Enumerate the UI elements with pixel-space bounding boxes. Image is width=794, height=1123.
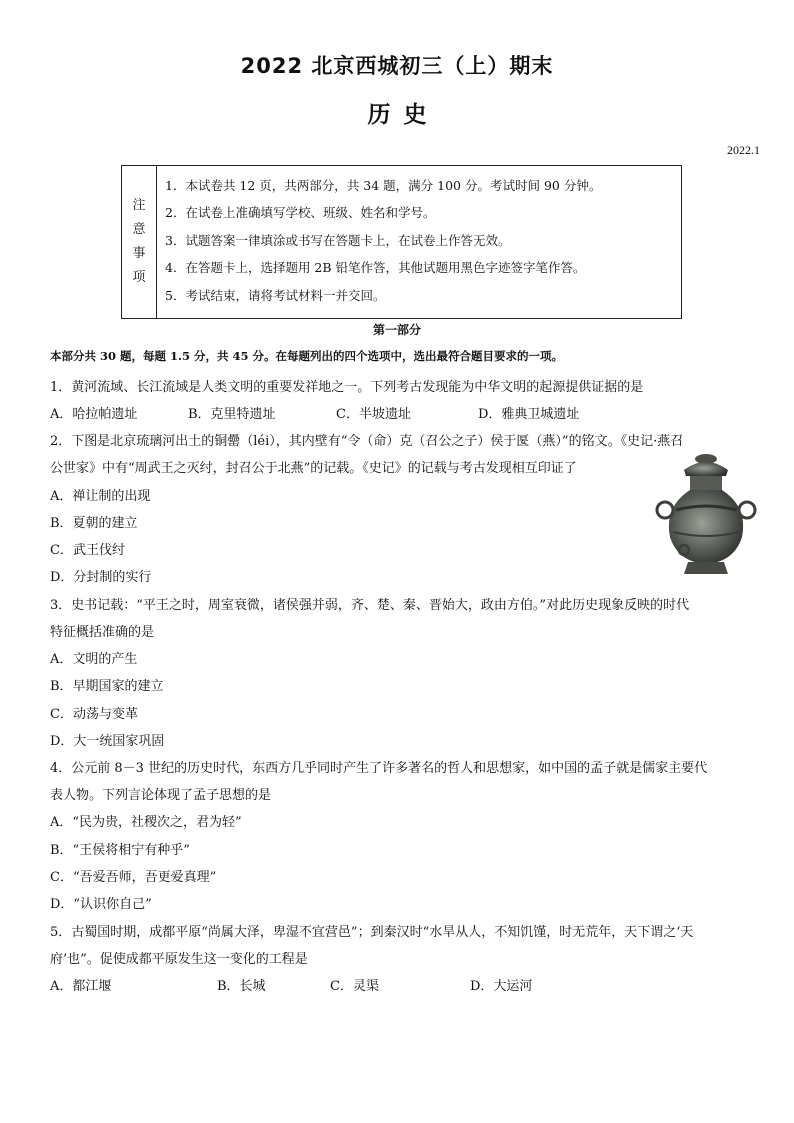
question-5-stem-line2: 府’也”。促使成都平原发生这一变化的工程是 xyxy=(50,952,308,967)
option-b: B．长城 xyxy=(217,979,266,994)
subject-char: 史 xyxy=(403,102,427,128)
notice-label-char: 项 xyxy=(132,270,146,285)
part-title: 第一部分 xyxy=(372,323,421,337)
question-4-option-a: A．“民为贵，社稷次之，君为轻” xyxy=(50,815,242,830)
notice-label-char: 注 xyxy=(132,198,146,213)
question-2-option-c: C．武王伐纣 xyxy=(50,543,125,558)
subject-char: 历 xyxy=(367,102,391,128)
question-3-option-d: D．大一统国家巩固 xyxy=(50,734,165,749)
question-4-stem-line2: 表人物。下列言论体现了孟子思想的是 xyxy=(50,788,272,803)
option-c: C．半坡遗址 xyxy=(336,407,411,422)
question-4-stem-line1: 4．公元前 8－3 世纪的历史时代，东西方几乎同时产生了许多著名的哲人和思想家，如中国的孟子就是儒家主要代 xyxy=(50,761,708,776)
notice-label-char: 事 xyxy=(132,246,146,261)
notice-item: 1．本试卷共 12 页，共两部分，共 34 题，满分 100 分。考试时间 90 分钟。 xyxy=(165,178,602,193)
question-2-stem-line2: 公世家》中有“周武王之灭纣，封召公于北燕”的记载。《史记》的记载与考古发现相互印证了 xyxy=(50,461,577,476)
exam-title: 2022 北京西城初三（上）期末 xyxy=(240,54,554,78)
question-2-option-d: D．分封制的实行 xyxy=(50,570,152,585)
question-4-option-c: C．“吾爱吾师，吾更爱真理” xyxy=(50,870,217,885)
notice-item: 2．在试卷上准确填写学校、班级、姓名和学号。 xyxy=(165,205,436,221)
question-2-stem-line1: 2．下图是北京琉璃河出土的铜罍（léi），其内壁有“令（命）克（召公之子）侯于匽（燕）”的铭文。《史记·燕召 xyxy=(50,434,684,449)
notice-item: 4．在答题卡上，选择题用 2B 铅笔作答，其他试题用黑色字迹签字笔作答。 xyxy=(165,260,586,276)
option-a: A．都江堰 xyxy=(50,979,112,994)
notice-label-char: 意 xyxy=(132,222,146,237)
bronze-lei-vessel-icon xyxy=(654,452,758,576)
option-d: D．雅典卫城遗址 xyxy=(478,407,580,422)
exam-date: 2022.1 xyxy=(727,143,760,157)
question-5-options xyxy=(50,975,532,994)
option-b: B．克里特遗址 xyxy=(188,407,276,422)
notice-item: 5．考试结束，请将考试材料一并交回。 xyxy=(165,287,386,303)
part-instruction: 本部分共 30 题，每题 1.5 分，共 45 分。在每题列出的四个选项中，选出最符合题目要求的一项。 xyxy=(50,349,564,363)
question-4-option-d: D．“认识你自己” xyxy=(50,897,152,912)
question-4-option-b: B．“王侯将相宁有种乎” xyxy=(50,843,190,858)
question-1-stem: 1．黄河流域、长江流域是人类文明的重要发祥地之一。下列考古发现能为中华文明的起源提供证据的是 xyxy=(50,380,644,395)
question-3-option-b: B．早期国家的建立 xyxy=(50,679,164,694)
option-c: C．灵渠 xyxy=(330,979,379,994)
question-2-option-b: B．夏朝的建立 xyxy=(50,516,138,531)
question-1-options xyxy=(50,403,579,422)
notice-box xyxy=(121,165,682,319)
notice-label xyxy=(122,166,157,318)
question-2-option-a: A．禅让制的出现 xyxy=(50,489,151,504)
notice-item: 3．试题答案一律填涂或书写在答题卡上，在试卷上作答无效。 xyxy=(165,232,511,248)
option-d: D．大运河 xyxy=(470,979,533,994)
option-a: A．哈拉帕遗址 xyxy=(50,407,138,422)
notice-items xyxy=(157,166,681,318)
question-3-option-c: C．动荡与变革 xyxy=(50,707,138,722)
question-3-stem-line2: 特征概括准确的是 xyxy=(50,625,155,640)
question-5-stem-line1: 5．古蜀国时期，成都平原“尚属大泽，卑湿不宜营邑”；到秦汉时“水旱从人，不知饥馑，时无荒年，天下谓之‘天 xyxy=(50,925,694,940)
question-3-stem-line1: 3．史书记载：“平王之时，周室衰微，诸侯强并弱，齐、楚、秦、晋始大，政由方伯。”对此历史现象反映的时代 xyxy=(50,598,690,613)
question-3-option-a: A．文明的产生 xyxy=(50,652,138,667)
subject-title xyxy=(0,96,794,129)
